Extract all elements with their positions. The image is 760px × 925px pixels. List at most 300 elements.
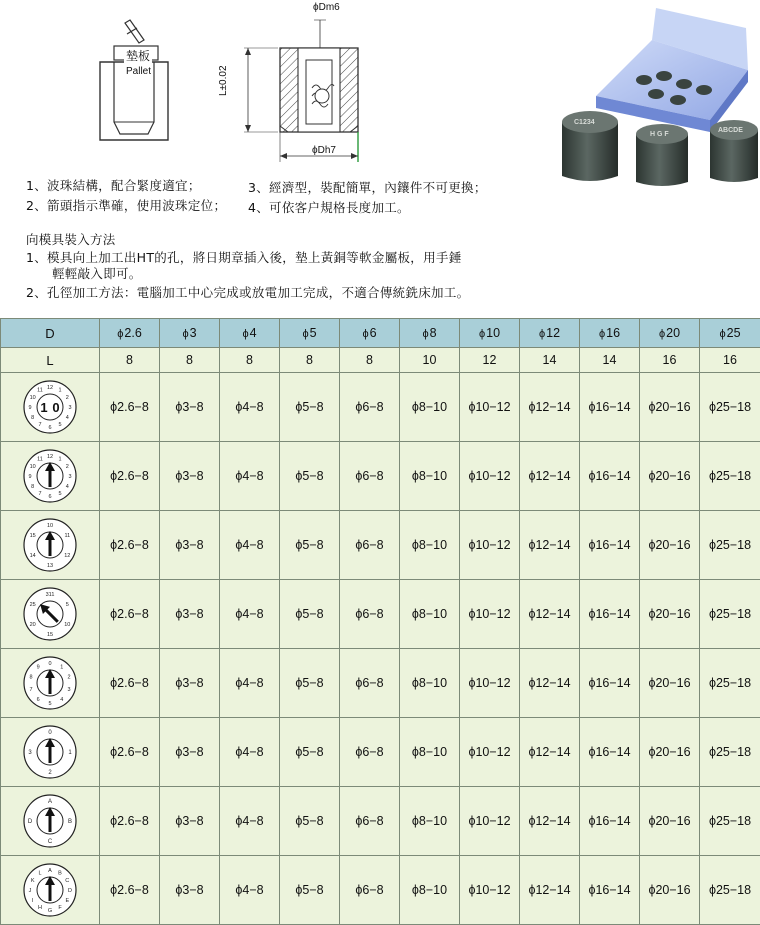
size-code-cell-text: ϕ10−12 <box>468 400 510 414</box>
feature-1: 1、波珠結構，配合緊度適宜； <box>26 176 201 194</box>
diameter-value: 25 <box>727 326 741 340</box>
digits-0-9-icon <box>22 655 78 711</box>
size-code-cell-text: ϕ10−12 <box>468 469 510 483</box>
size-code-cell-text: ϕ12−14 <box>528 469 570 483</box>
dial-mark: 10 <box>47 523 53 529</box>
diameter-cell <box>160 319 220 348</box>
letters-a-h-icon <box>22 862 78 918</box>
table-row <box>1 580 760 649</box>
size-code-cell-text: ϕ2.6−8 <box>110 745 149 759</box>
size-code-cell <box>520 442 580 511</box>
size-code-cell <box>160 718 220 787</box>
size-code-cell <box>340 649 400 718</box>
size-code-cell <box>460 649 520 718</box>
dial-mark: H <box>38 905 42 911</box>
length-cell <box>580 348 640 373</box>
size-code-cell <box>280 373 340 442</box>
letters-abcd-icon <box>22 793 78 849</box>
dial-mark: 5 <box>58 491 61 497</box>
diameter-value: 20 <box>666 326 680 340</box>
size-code-cell-text: ϕ2.6−8 <box>110 814 149 828</box>
dial-mark: 12 <box>47 385 53 391</box>
phi-symbol: ϕ <box>479 328 485 340</box>
size-code-cell <box>400 649 460 718</box>
dial-mark: 4 <box>60 697 63 703</box>
diameter-header-row <box>1 319 760 348</box>
size-code-cell-text: ϕ25−18 <box>709 814 751 828</box>
dial-mark: 2 <box>66 395 69 401</box>
dh-label: ϕDh7 <box>312 145 336 156</box>
size-code-cell <box>520 580 580 649</box>
size-code-cell <box>280 649 340 718</box>
size-code-cell-text: ϕ25−18 <box>709 883 751 897</box>
size-code-cell-text: ϕ3−8 <box>175 883 203 897</box>
size-code-cell-text: ϕ6−8 <box>355 676 383 690</box>
size-code-cell-text: ϕ5−8 <box>295 883 323 897</box>
diameter-cell <box>460 319 520 348</box>
size-code-cell-text: ϕ12−14 <box>528 883 570 897</box>
dial-mark: 3 <box>28 750 32 756</box>
size-code-cell <box>340 856 400 925</box>
phi-symbol: ϕ <box>302 328 308 340</box>
phi-symbol: ϕ <box>719 328 725 340</box>
size-code-cell <box>520 649 580 718</box>
dial-mark: 0 <box>48 661 51 667</box>
table-row <box>1 856 760 925</box>
size-code-cell-text: ϕ4−8 <box>235 607 263 621</box>
size-code-cell <box>400 580 460 649</box>
size-code-cell <box>580 718 640 787</box>
size-code-cell-text: ϕ10−12 <box>468 883 510 897</box>
dial-mark: 9 <box>37 665 40 671</box>
dial-mark: 15 <box>30 533 36 539</box>
phi-symbol: ϕ <box>242 328 248 340</box>
size-code-cell-text: ϕ3−8 <box>175 676 203 690</box>
size-code-cell-text: ϕ25−18 <box>709 745 751 759</box>
size-code-cell <box>280 787 340 856</box>
size-code-cell <box>100 511 160 580</box>
dial-mark: 2 <box>48 770 52 776</box>
size-code-cell <box>460 373 520 442</box>
table-row <box>1 649 760 718</box>
feature-3: 3、經濟型，裝配簡單，內鑲件不可更換； <box>248 178 487 196</box>
dial-mark: 8 <box>31 415 34 421</box>
size-code-cell <box>400 718 460 787</box>
dial-mark: 2 <box>67 675 70 681</box>
dial-mark: 12 <box>47 454 53 460</box>
size-code-cell <box>640 511 700 580</box>
table-row <box>1 373 760 442</box>
size-code-cell-text: ϕ16−14 <box>588 883 630 897</box>
dial-mark: 11 <box>37 388 43 394</box>
size-code-cell <box>640 442 700 511</box>
size-code-cell <box>280 856 340 925</box>
size-code-cell <box>640 580 700 649</box>
length-cell-text: 8 <box>186 353 193 367</box>
size-code-cell <box>460 856 520 925</box>
d-header-text: D <box>45 326 54 341</box>
size-code-cell <box>220 511 280 580</box>
size-code-cell <box>460 511 520 580</box>
size-code-cell-text: ϕ2.6−8 <box>110 607 149 621</box>
feature-2: 2、箭頭指示準確，使用波珠定位； <box>26 196 226 214</box>
size-code-cell <box>520 856 580 925</box>
diameter-value: 2.6 <box>124 326 141 340</box>
diameter-cell <box>700 319 760 348</box>
dial-mark: 3 <box>67 687 70 693</box>
size-code-cell <box>100 442 160 511</box>
size-code-cell-text: ϕ5−8 <box>295 745 323 759</box>
size-code-cell <box>100 649 160 718</box>
dial-mark: 2 <box>66 464 69 470</box>
diameter-value: 16 <box>606 326 620 340</box>
dial-mark: 6 <box>48 494 51 500</box>
svg-text:0: 0 <box>52 400 59 415</box>
size-code-cell <box>220 580 280 649</box>
size-code-cell-text: ϕ8−10 <box>412 538 447 552</box>
quarter-arrow-icon <box>22 517 78 573</box>
size-code-cell-text: ϕ12−14 <box>528 607 570 621</box>
size-code-cell-text: ϕ6−8 <box>355 607 383 621</box>
size-code-cell <box>400 511 460 580</box>
dial-mark: 8 <box>29 675 32 681</box>
phi-symbol: ϕ <box>539 328 545 340</box>
size-code-cell-text: ϕ8−10 <box>412 883 447 897</box>
size-code-cell-text: ϕ20−16 <box>648 883 690 897</box>
size-code-cell-text: ϕ3−8 <box>175 814 203 828</box>
size-code-cell-text: ϕ10−12 <box>468 538 510 552</box>
size-code-cell-text: ϕ6−8 <box>355 469 383 483</box>
size-code-cell <box>160 580 220 649</box>
size-code-cell-text: ϕ12−14 <box>528 814 570 828</box>
dial-mark: 311 <box>46 592 55 598</box>
size-code-cell <box>100 787 160 856</box>
dial-mark: D <box>28 819 33 825</box>
dial-mark: 7 <box>38 422 41 428</box>
dial-mark: 6 <box>48 425 51 431</box>
diameter-cell <box>280 319 340 348</box>
length-cell <box>460 348 520 373</box>
size-code-cell <box>340 442 400 511</box>
dial-mark: D <box>68 888 72 894</box>
dial-mark: 4 <box>66 484 69 490</box>
dial-mark: 10 <box>30 395 36 401</box>
size-code-cell-text: ϕ4−8 <box>235 814 263 828</box>
cross-section-drawing <box>222 6 372 166</box>
size-code-cell-text: ϕ3−8 <box>175 745 203 759</box>
phi-symbol: ϕ <box>182 328 188 340</box>
size-code-cell <box>280 718 340 787</box>
size-code-cell-text: ϕ4−8 <box>235 538 263 552</box>
diameter-cell <box>100 319 160 348</box>
size-code-cell-text: ϕ16−14 <box>588 469 630 483</box>
size-code-cell <box>700 580 760 649</box>
size-code-cell-text: ϕ8−10 <box>412 814 447 828</box>
size-code-cell-text: ϕ2.6−8 <box>110 538 149 552</box>
size-code-cell <box>220 649 280 718</box>
size-code-cell-text: ϕ8−10 <box>412 745 447 759</box>
length-cell-text: 14 <box>603 353 617 367</box>
dial-mark: 5 <box>66 602 69 608</box>
dial-mark: L <box>38 871 41 877</box>
pallet-label: Pallet <box>126 66 151 77</box>
size-code-cell <box>160 511 220 580</box>
size-code-cell-text: ϕ5−8 <box>295 469 323 483</box>
size-code-cell-text: ϕ4−8 <box>235 883 263 897</box>
dial-mark: G <box>48 908 52 914</box>
diameter-value: 10 <box>486 326 500 340</box>
size-code-cell-text: ϕ3−8 <box>175 400 203 414</box>
size-code-cell-text: ϕ12−14 <box>528 538 570 552</box>
size-code-cell <box>700 787 760 856</box>
size-code-cell <box>700 856 760 925</box>
length-cell-text: 12 <box>483 353 497 367</box>
diameter-cell <box>580 319 640 348</box>
size-code-cell <box>100 856 160 925</box>
size-code-cell <box>460 718 520 787</box>
dial-mark: 3 <box>68 474 71 480</box>
dial-mark: 8 <box>31 484 34 490</box>
dial-mark: 11 <box>64 533 70 539</box>
diameter-value: 5 <box>310 326 317 340</box>
stamp-icon-cell <box>1 787 100 856</box>
dial-mark: 1 <box>58 457 61 463</box>
install-title: 向模具裝入方法 <box>26 230 116 248</box>
d-header <box>1 319 100 348</box>
length-cell-text: 10 <box>423 353 437 367</box>
size-code-cell-text: ϕ10−12 <box>468 814 510 828</box>
size-code-cell-text: ϕ6−8 <box>355 400 383 414</box>
size-code-cell <box>340 718 400 787</box>
size-code-cell <box>640 649 700 718</box>
pad-label: 墊板 <box>124 47 152 64</box>
storage-box <box>596 8 748 132</box>
size-code-cell <box>100 580 160 649</box>
dial-mark: 3 <box>68 405 71 411</box>
feature-4: 4、可依客户規格長度加工。 <box>248 198 410 216</box>
install-step-2: 2、孔徑加工方法：電腦加工中心完成或放電加工完成，不適合傳統銑床加工。 <box>26 283 469 301</box>
size-code-cell <box>100 718 160 787</box>
month-12-with-10-icon <box>22 379 78 435</box>
size-code-cell <box>580 442 640 511</box>
digits-0-3-icon <box>22 724 78 780</box>
install-step-1: 1、模具向上加工出HT的孔，將日期章插入後，墊上黃銅等軟金屬板，用手錘 <box>26 248 462 266</box>
diameter-value: 3 <box>190 326 197 340</box>
dial-mark: 5 <box>48 701 51 707</box>
size-code-cell-text: ϕ8−10 <box>412 676 447 690</box>
dial-mark: 1 <box>68 750 72 756</box>
dial-mark: 9 <box>28 474 31 480</box>
size-code-cell-text: ϕ20−16 <box>648 607 690 621</box>
length-header-row <box>1 348 760 373</box>
size-code-cell-text: ϕ4−8 <box>235 676 263 690</box>
length-cell-text: 16 <box>663 353 677 367</box>
size-code-cell <box>640 718 700 787</box>
size-code-cell <box>220 718 280 787</box>
size-code-cell <box>520 787 580 856</box>
size-code-cell <box>700 511 760 580</box>
month-12-arrow-icon <box>22 448 78 504</box>
size-code-cell <box>580 649 640 718</box>
size-code-cell <box>580 787 640 856</box>
size-code-cell <box>220 373 280 442</box>
length-cell <box>160 348 220 373</box>
dial-mark: B <box>68 819 72 825</box>
size-code-cell <box>460 580 520 649</box>
length-cell <box>340 348 400 373</box>
size-code-cell <box>340 580 400 649</box>
size-code-cell <box>280 511 340 580</box>
size-code-cell-text: ϕ20−16 <box>648 676 690 690</box>
size-code-cell-text: ϕ2.6−8 <box>110 469 149 483</box>
dial-mark: 9 <box>28 405 31 411</box>
l-header <box>1 348 100 373</box>
pin-icon <box>125 20 144 43</box>
dial-mark: A <box>48 799 52 805</box>
size-code-cell-text: ϕ16−14 <box>588 607 630 621</box>
size-code-cell <box>220 787 280 856</box>
length-cell <box>220 348 280 373</box>
dial-mark: J <box>29 888 32 894</box>
size-code-cell-text: ϕ6−8 <box>355 745 383 759</box>
length-cell <box>280 348 340 373</box>
table-row <box>1 511 760 580</box>
size-code-cell-text: ϕ12−14 <box>528 745 570 759</box>
size-code-cell-text: ϕ20−16 <box>648 400 690 414</box>
length-cell-text: 8 <box>366 353 373 367</box>
size-code-cell <box>160 787 220 856</box>
size-code-cell <box>580 856 640 925</box>
product-photo <box>560 0 760 190</box>
size-code-cell-text: ϕ16−14 <box>588 400 630 414</box>
length-cell <box>400 348 460 373</box>
size-code-cell-text: ϕ5−8 <box>295 814 323 828</box>
size-code-cell-text: ϕ25−18 <box>709 400 751 414</box>
dial-mark: A <box>48 868 52 874</box>
size-code-cell <box>640 373 700 442</box>
size-code-cell-text: ϕ16−14 <box>588 814 630 828</box>
dial-mark: K <box>31 878 35 884</box>
size-code-cell-text: ϕ20−16 <box>648 469 690 483</box>
table-row <box>1 718 760 787</box>
size-code-cell <box>340 373 400 442</box>
diameter-cell <box>340 319 400 348</box>
dial-311-icon <box>22 586 78 642</box>
dial-mark: 10 <box>30 464 36 470</box>
size-code-cell <box>280 580 340 649</box>
dial-mark: 4 <box>66 415 69 421</box>
size-code-cell-text: ϕ12−14 <box>528 676 570 690</box>
size-code-cell-text: ϕ8−10 <box>412 607 447 621</box>
size-code-cell <box>160 856 220 925</box>
size-code-cell-text: ϕ25−18 <box>709 607 751 621</box>
dial-mark: E <box>65 898 69 904</box>
size-code-cell-text: ϕ5−8 <box>295 676 323 690</box>
pallet-sketch <box>92 14 172 154</box>
size-code-cell-text: ϕ4−8 <box>235 400 263 414</box>
diameter-value: 4 <box>250 326 257 340</box>
dial-mark: 6 <box>37 697 40 703</box>
stamp-icon-cell <box>1 856 100 925</box>
svg-text:C1234: C1234 <box>574 119 595 126</box>
dial-mark: 10 <box>64 622 70 628</box>
diameter-cell <box>640 319 700 348</box>
size-code-cell-text: ϕ4−8 <box>235 745 263 759</box>
size-code-cell <box>160 373 220 442</box>
dial-mark: B <box>58 871 62 877</box>
dial-mark: 0 <box>48 730 52 736</box>
size-code-cell <box>520 373 580 442</box>
stamp-icon-cell <box>1 442 100 511</box>
dial-mark: 1 <box>58 388 61 394</box>
dial-mark: 14 <box>30 553 36 559</box>
size-code-cell-text: ϕ20−16 <box>648 814 690 828</box>
spec-table <box>0 318 760 925</box>
diameter-cell <box>520 319 580 348</box>
length-cell <box>700 348 760 373</box>
size-code-cell <box>700 649 760 718</box>
dial-mark: 15 <box>47 632 53 638</box>
insert-cylinders <box>562 111 758 186</box>
size-code-cell <box>280 442 340 511</box>
length-cell <box>100 348 160 373</box>
table-row <box>1 442 760 511</box>
size-code-cell-text: ϕ2.6−8 <box>110 676 149 690</box>
dial-mark: F <box>58 905 62 911</box>
size-code-cell-text: ϕ20−16 <box>648 745 690 759</box>
size-code-cell-text: ϕ2.6−8 <box>110 400 149 414</box>
dial-mark: 7 <box>29 687 32 693</box>
dial-mark: 13 <box>47 563 53 569</box>
table-row <box>1 787 760 856</box>
phi-symbol: ϕ <box>659 328 665 340</box>
size-code-cell-text: ϕ2.6−8 <box>110 883 149 897</box>
length-cell <box>520 348 580 373</box>
phi-symbol: ϕ <box>422 328 428 340</box>
size-code-cell-text: ϕ6−8 <box>355 814 383 828</box>
stamp-icon-cell <box>1 511 100 580</box>
phi-symbol: ϕ <box>599 328 605 340</box>
size-code-cell <box>400 373 460 442</box>
diameter-value: 8 <box>430 326 437 340</box>
size-code-cell <box>340 511 400 580</box>
length-cell-text: 8 <box>306 353 313 367</box>
stamp-icon-cell <box>1 649 100 718</box>
size-code-cell <box>100 373 160 442</box>
length-cell-text: 14 <box>543 353 557 367</box>
size-code-cell-text: ϕ6−8 <box>355 538 383 552</box>
length-label: L±0.02 <box>218 65 229 96</box>
svg-text:1: 1 <box>40 400 47 415</box>
size-code-cell <box>520 511 580 580</box>
size-code-cell-text: ϕ4−8 <box>235 469 263 483</box>
dial-mark: 12 <box>64 553 70 559</box>
size-code-cell-text: ϕ25−18 <box>709 676 751 690</box>
size-code-cell <box>640 787 700 856</box>
dial-mark: 20 <box>30 622 36 628</box>
svg-text:H G F: H G F <box>650 131 669 138</box>
size-code-cell <box>400 787 460 856</box>
diameter-value: 6 <box>370 326 377 340</box>
size-code-cell-text: ϕ16−14 <box>588 676 630 690</box>
size-code-cell-text: ϕ5−8 <box>295 538 323 552</box>
size-code-cell <box>220 856 280 925</box>
dial-mark: 1 <box>60 665 63 671</box>
size-code-cell-text: ϕ25−18 <box>709 538 751 552</box>
size-code-cell-text: ϕ3−8 <box>175 607 203 621</box>
dial-mark: 11 <box>37 457 43 463</box>
size-code-cell-text: ϕ3−8 <box>175 469 203 483</box>
